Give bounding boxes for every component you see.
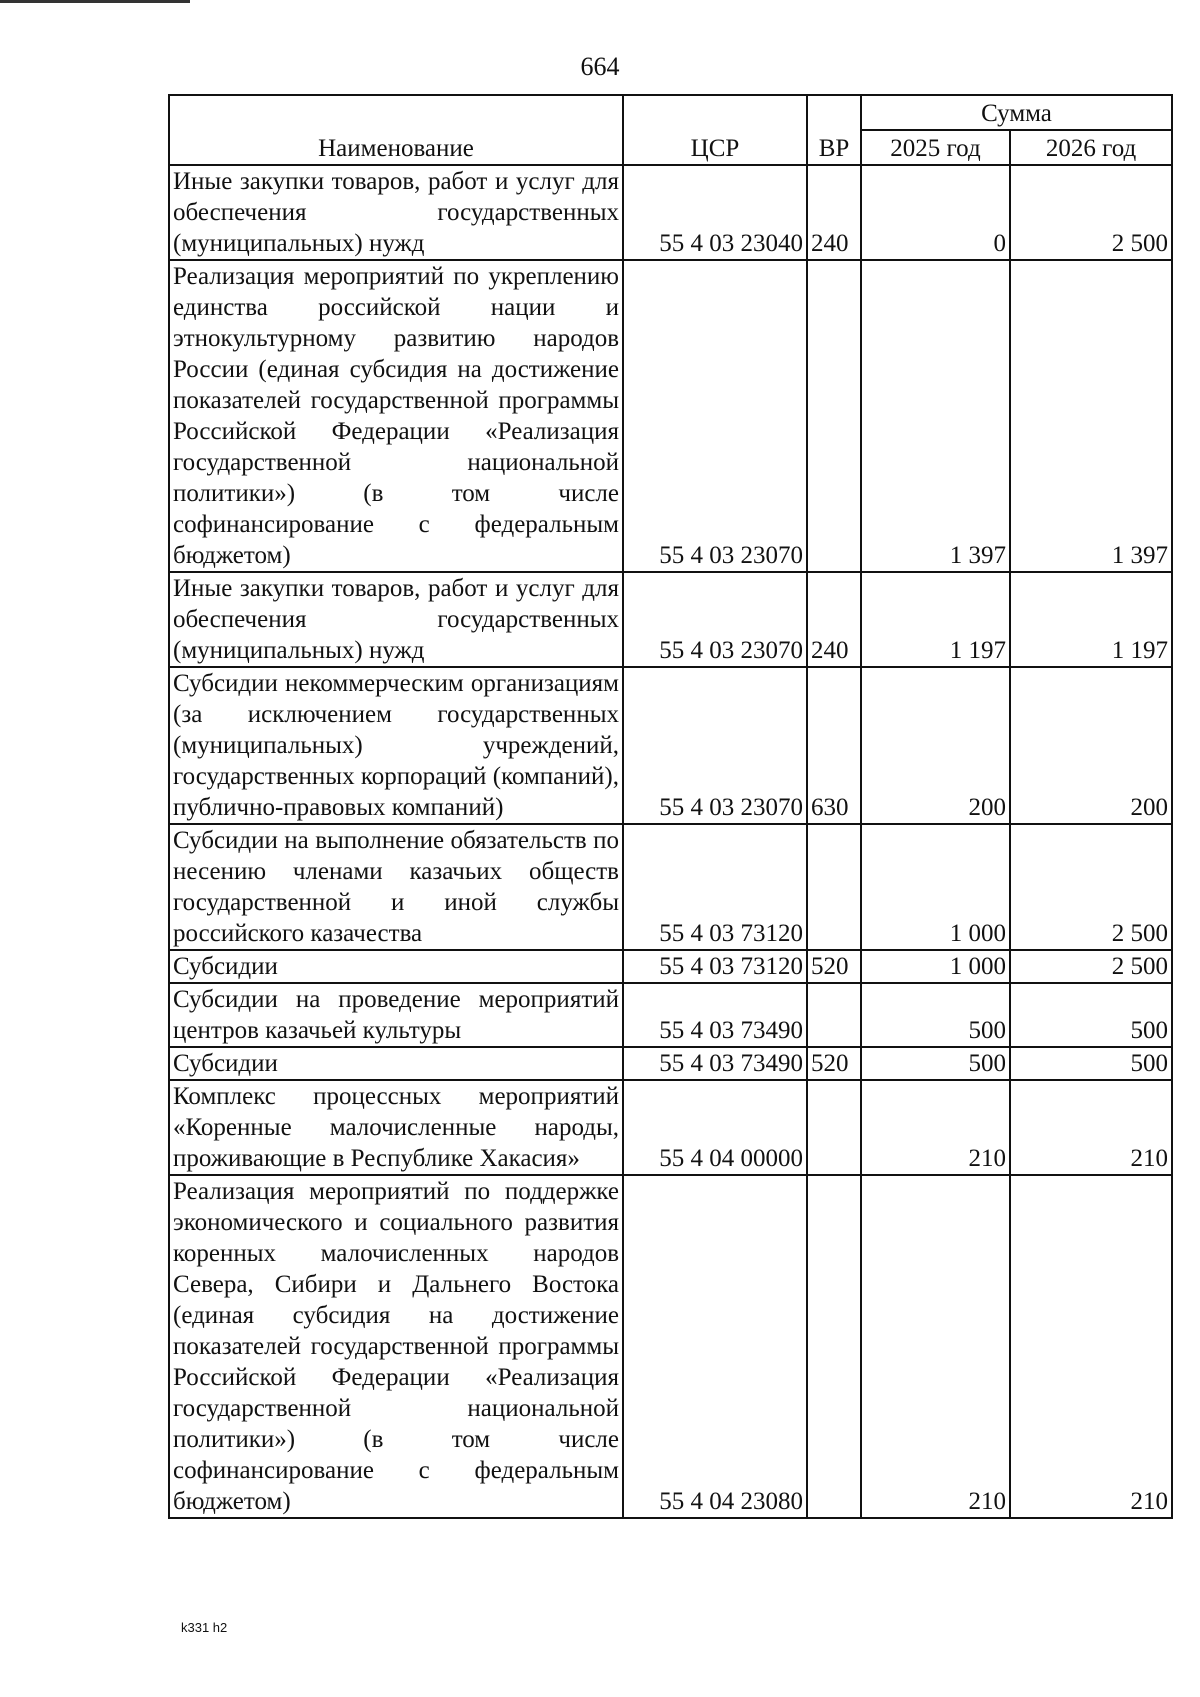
header-csr: ЦСР — [623, 95, 807, 165]
header-year-2026: 2026 год — [1010, 130, 1172, 165]
budget-table — [168, 94, 1173, 1519]
row-csr: 55 4 03 73120 — [623, 950, 807, 983]
row-name: Субсидии некоммерческим организациям (за исключением государственных (муниципальных) учреждений, государственных корпораций (компаний), публично-правовых компаний) — [169, 667, 623, 824]
row-sum-2026: 200 — [1010, 667, 1172, 824]
row-sum-2025: 210 — [861, 1080, 1010, 1175]
row-sum-2025: 0 — [861, 165, 1010, 260]
header-sum: Сумма — [861, 95, 1172, 130]
table-row — [169, 950, 1172, 983]
row-sum-2025: 200 — [861, 667, 1010, 824]
row-name: Реализация мероприятий по поддержке экономического и социального развития коренных малочисленных народов Севера, Сибири и Дальнего Востока (единая субсидия на достижение показателей государственной программы Российской Федерации «Реализация государственной национальной политики») (в том числе софинансирование с федеральным бюджетом) — [169, 1175, 623, 1518]
row-csr: 55 4 03 73120 — [623, 824, 807, 950]
row-vr — [807, 1080, 861, 1175]
row-vr: 240 — [807, 572, 861, 667]
row-name: Субсидии — [169, 950, 623, 983]
header-year-2025: 2025 год — [861, 130, 1010, 165]
row-vr: 240 — [807, 165, 861, 260]
row-sum-2025: 1 397 — [861, 260, 1010, 572]
row-sum-2026: 210 — [1010, 1080, 1172, 1175]
table-row — [169, 165, 1172, 260]
row-sum-2026: 210 — [1010, 1175, 1172, 1518]
row-sum-2026: 2 500 — [1010, 824, 1172, 950]
header-vr: ВР — [807, 95, 861, 165]
row-sum-2026: 500 — [1010, 983, 1172, 1047]
table-row — [169, 1080, 1172, 1175]
row-sum-2026: 500 — [1010, 1047, 1172, 1080]
row-vr: 630 — [807, 667, 861, 824]
row-csr: 55 4 04 00000 — [623, 1080, 807, 1175]
row-sum-2026: 1 197 — [1010, 572, 1172, 667]
footer-code: k331 h2 — [181, 1620, 228, 1635]
table-row — [169, 824, 1172, 950]
row-name: Комплекс процессных мероприятий «Коренные малочисленные народы, проживающие в Республике Хакасия» — [169, 1080, 623, 1175]
row-sum-2025: 1 197 — [861, 572, 1010, 667]
row-csr: 55 4 03 73490 — [623, 1047, 807, 1080]
row-csr: 55 4 03 23070 — [623, 667, 807, 824]
row-csr: 55 4 03 23040 — [623, 165, 807, 260]
row-name: Субсидии — [169, 1047, 623, 1080]
row-name: Иные закупки товаров, работ и услуг для обеспечения государственных (муниципальных) нужд — [169, 165, 623, 260]
table-row — [169, 667, 1172, 824]
row-name: Реализация мероприятий по укреплению единства российской нации и этнокультурному развитию народов России (единая субсидия на достижение показателей государственной программы Российской Федерации «Реализация государственной национальной политики») (в том числе софинансирование с федеральным бюджетом) — [169, 260, 623, 572]
row-name: Иные закупки товаров, работ и услуг для обеспечения государственных (муниципальных) нужд — [169, 572, 623, 667]
page-number: 664 — [580, 52, 620, 81]
table-row — [169, 1175, 1172, 1518]
table-row — [169, 1047, 1172, 1080]
row-sum-2025: 1 000 — [861, 824, 1010, 950]
table-row — [169, 260, 1172, 572]
row-name: Субсидии на выполнение обязательств по несению членами казачьих обществ государственной и иной службы российского казачества — [169, 824, 623, 950]
row-sum-2025: 500 — [861, 1047, 1010, 1080]
row-sum-2026: 2 500 — [1010, 165, 1172, 260]
scan-edge-mark — [0, 0, 190, 3]
row-csr: 55 4 03 23070 — [623, 260, 807, 572]
row-sum-2025: 210 — [861, 1175, 1010, 1518]
row-sum-2026: 2 500 — [1010, 950, 1172, 983]
row-vr — [807, 1175, 861, 1518]
row-sum-2025: 1 000 — [861, 950, 1010, 983]
row-csr: 55 4 03 73490 — [623, 983, 807, 1047]
row-vr: 520 — [807, 950, 861, 983]
row-vr — [807, 260, 861, 572]
header-name: Наименование — [169, 95, 623, 165]
row-csr: 55 4 04 23080 — [623, 1175, 807, 1518]
table-row — [169, 572, 1172, 667]
row-csr: 55 4 03 23070 — [623, 572, 807, 667]
row-name: Субсидии на проведение мероприятий центров казачьей культуры — [169, 983, 623, 1047]
row-vr: 520 — [807, 1047, 861, 1080]
row-sum-2026: 1 397 — [1010, 260, 1172, 572]
row-sum-2025: 500 — [861, 983, 1010, 1047]
table-row — [169, 983, 1172, 1047]
row-vr — [807, 824, 861, 950]
row-vr — [807, 983, 861, 1047]
